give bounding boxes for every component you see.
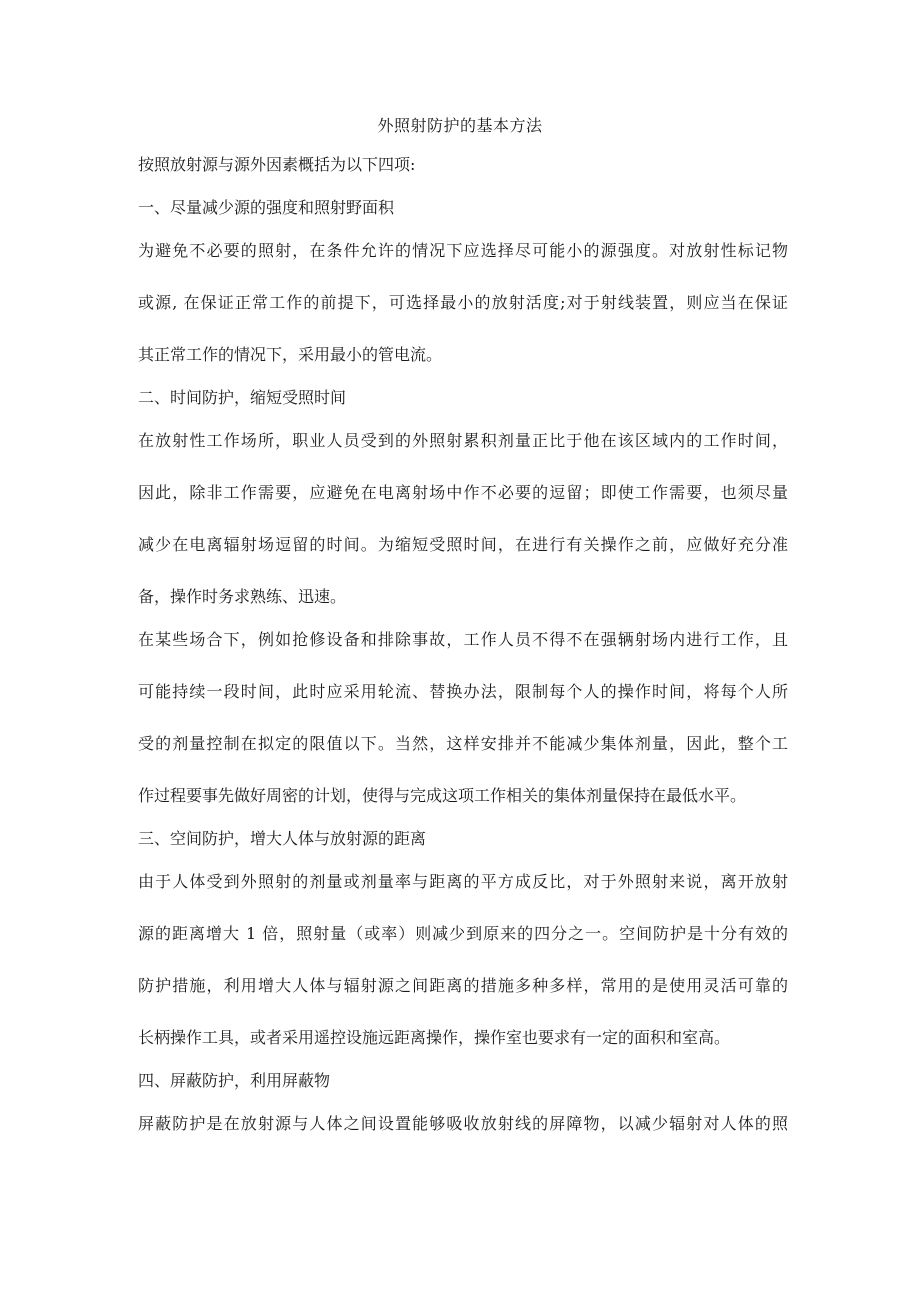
text-line: 其正常工作的情况下，采用最小的管电流。: [138, 345, 443, 364]
text-line: 因此，除非工作需要，应避免在电离射场中作不必要的逗留；即使工作需要，也须尽量: [138, 483, 788, 502]
text-line: 受的剂量控制在拟定的限值以下。当然，这样安排并不能减少集体剂量，因此，整个工: [138, 734, 788, 753]
text-line: 可能持续一段时间，此时应采用轮流、替换办法，限制每个人的操作时间，将每个人所: [138, 682, 788, 701]
text-line: 备，操作时务求熟练、迅速。: [138, 587, 347, 606]
text-line: 减少在电离辐射场逗留的时间。为缩短受照时间，在进行有关操作之前，应做好充分准: [138, 535, 788, 554]
section-3-paragraph-1: [138, 872, 788, 1048]
section-heading-3: 三、空间防护，增大人体与放射源的距离: [138, 829, 427, 848]
text-line: 为避免不必要的照射，在条件允许的情况下应选择尽可能小的源强度。对放射性标记物: [138, 241, 788, 260]
intro-text: 按照放射源与源外因素概括为以下四项:: [138, 155, 416, 174]
section-1-paragraph-1: [138, 241, 788, 365]
section-heading-1: 一、尽量减少源的强度和照射野面积: [138, 198, 395, 217]
text-line: 长柄操作工具，或者采用遥控设施远距离操作，操作室也要求有一定的面积和室高。: [138, 1028, 731, 1047]
text-line: 在某些场合下，例如抢修设备和排除事故，工作人员不得不在强辆射场内进行工作，且: [138, 630, 788, 649]
section-2-paragraph-1: [138, 431, 788, 607]
section-heading-2: 二、时间防护，缩短受照时间: [138, 388, 347, 407]
text-line: 源的距离增大 1 倍，照射量（或率）则减少到原来的四分之一。空间防护是十分有效的: [138, 924, 788, 943]
section-2-paragraph-2: [138, 630, 788, 806]
text-line: 或源, 在保证正常工作的前提下，可选择最小的放射活度;对于射线装置，则应当在保证: [138, 293, 788, 312]
text-line: 在放射性工作场所，职业人员受到的外照射累积剂量正比于他在该区域内的工作时间，: [138, 431, 788, 450]
text-line: 作过程要事先做好周密的计划，使得与完成这项工作相关的集体剂量保持在最低水平。: [138, 786, 747, 805]
section-heading-4: 四、屏蔽防护，利用屏蔽物: [138, 1071, 331, 1090]
text-line: 由于人体受到外照射的剂量或剂量率与距离的平方成反比，对于外照射来说，离开放射: [138, 872, 788, 891]
text-line: 防护措施，利用增大人体与辐射源之间距离的措施多种多样，常用的是使用灵活可靠的: [138, 976, 788, 995]
document-title: 外照射防护的基本方法: [377, 116, 543, 135]
text-line: 屏蔽防护是在放射源与人体之间设置能够吸收放射线的屏障物，以减少辐射对人体的照: [138, 1114, 788, 1133]
section-4-paragraph-1: [138, 1114, 788, 1134]
document-body: [138, 155, 788, 1157]
